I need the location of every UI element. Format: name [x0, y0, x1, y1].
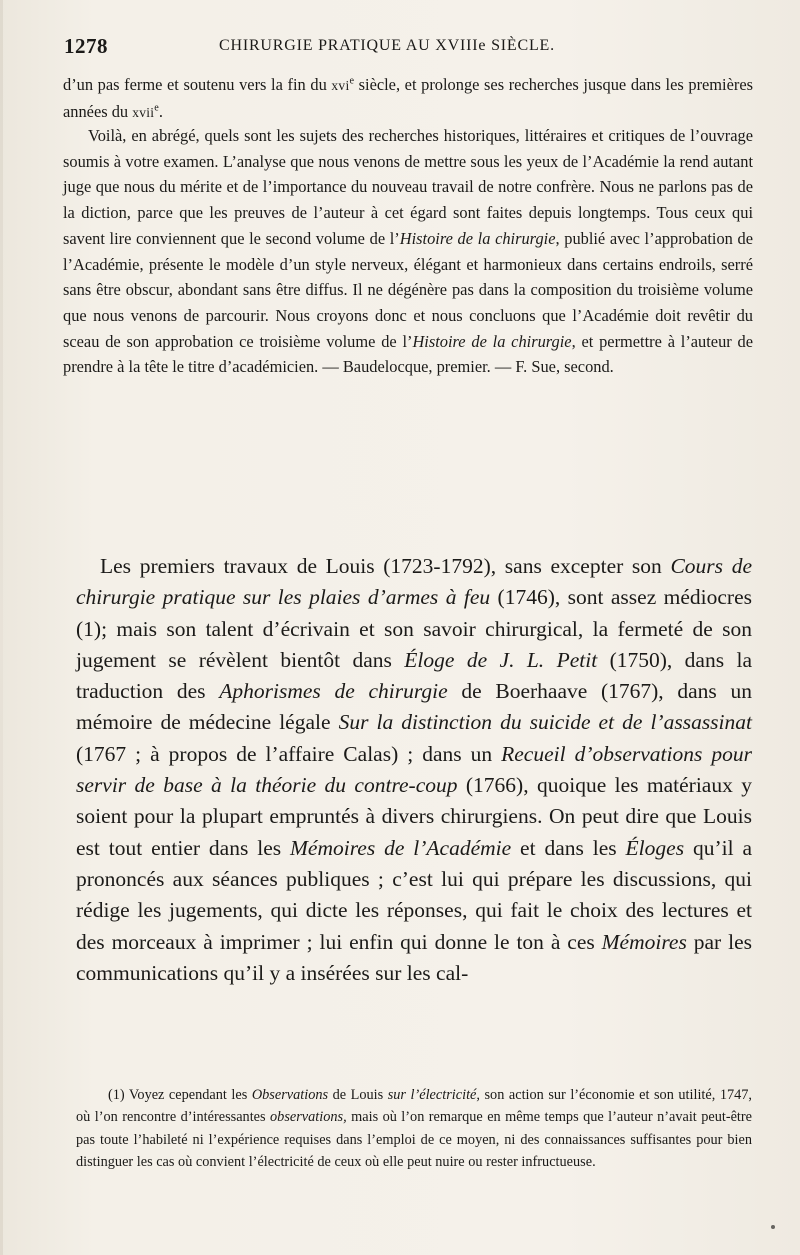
book-title: Histoire de la chirurgie [399, 228, 556, 248]
paragraph-text: Voilà, en abrégé, quels sont les sujets des recherches historiques, littéraires et critiques de l’ouvrage soumis à votre examen. L’analyse que nous venons de mettre sous les yeux de l’Académie la rend autant juge que nous du mérite et de l’importance du nouveau travail de notre confrère. Nous ne parlons pas de la diction, parce que les preuves de l’auteur à cet égard sont faites depuis longtemps. Tous ceux qui savent lire conviennent que le second volume de l’ [63, 126, 753, 248]
italic-title: Sur la distinction du suicide et de l’assassinat [338, 710, 752, 735]
paragraph-text: . [158, 101, 163, 121]
paragraph-text: , et permettre à l’auteur de prendre à la tête le titre d’académicien. — Baudelocque, premier. — F. Sue, second. [63, 331, 753, 377]
paragraph-text: d’un pas ferme et soutenu vers la fin du [63, 75, 332, 94]
report-paragraph [63, 123, 753, 380]
page-gutter-shadow [0, 0, 3, 1255]
italic-title: Aphorismes de chirurgie [219, 679, 448, 704]
main-paragraph [76, 551, 752, 989]
footnote-text: son action sur l’économie et son utilité, 1747, où l’on rencontre d’intéressantes [76, 1087, 752, 1126]
italic-title: Mémoires de l’Académie [290, 835, 512, 860]
paragraph-text: qu’il a prononcés aux séances publiques ; c’est lui qui prépare les discussions, qui rédige les jugements, qui dicte les réponses, qui fait le choix des lectures et des morceaux à imprimer ; lui enfin qui donne le ton à ces [76, 835, 753, 954]
paragraph-text: (1766), quoique les matériaux y soient pour la plupart empruntés à divers chirurgiens. On peut dire que Louis est tout entier dans les [76, 773, 752, 860]
footnote-text: (1) Voyez cependant les [108, 1087, 252, 1103]
italic-title: Recueil d’observations pour servir de base à la théorie du contre-coup [76, 741, 752, 798]
paragraph-text: (1750), dans la traduction des [76, 647, 752, 704]
footnote-italic: observations, [270, 1109, 347, 1126]
page-number: 1278 [64, 34, 108, 58]
paragraph-text: et dans les [511, 835, 626, 860]
footnote-text: de Louis [328, 1087, 388, 1103]
superscript: e [349, 75, 354, 87]
superscript: e [154, 102, 159, 114]
ink-speck [771, 1225, 775, 1229]
book-title: Histoire de la chirurgie [412, 331, 572, 351]
italic-title: Éloge de J. L. Petit [404, 647, 598, 672]
paragraph-text: Les premiers travaux de Louis (1723-1792), sans excepter son [100, 554, 671, 578]
italic-title: Cours de chirurgie pratique sur les plaies d’armes à feu [76, 554, 752, 610]
italic-title: Éloges [625, 835, 685, 860]
footnote-italic: Observations [251, 1087, 329, 1103]
paragraph-text: par les communications qu’il y a insérées sur les cal- [76, 929, 752, 985]
paragraph-text: (1746), sont assez médiocres (1); mais son talent d’écrivain et son savoir chirurgical, la fermeté de son jugement se révèlent bientôt dans [76, 585, 752, 672]
paragraph-text: , publié avec l’approbation de l’Académie, présente le modèle d’un style nerveux, élégant et harmonieux dans certains endroils, serré sans être obscur, abondant sans être diffus. Il ne dégénère pas dans la composition du troisième volume que nous venons de parcourir. Nous croyons donc et nous concluons que l’Académie doit revêtir du sceau de son approbation ce troisième volume de l’ [63, 228, 753, 351]
roman-numeral: xvi [331, 78, 350, 93]
roman-numeral: xvii [132, 104, 155, 120]
italic-title: Mémoires [601, 929, 687, 954]
paragraph-text: (1767 ; à propos de l’affaire Calas) ; dans un [76, 741, 502, 766]
paragraph-text: de Boerhaave (1767), dans un mémoire de médecine légale [76, 679, 752, 735]
paragraph-text: siècle, et prolonge ses recherches jusque dans les premières années du [63, 75, 753, 121]
continued-paragraph [63, 72, 753, 125]
running-head [64, 34, 754, 60]
footnote [76, 1084, 752, 1174]
running-title: CHIRURGIE PRATIQUE AU XVIIIe SIÈCLE. [219, 37, 555, 54]
footnote-italic: sur l’électricité, [387, 1087, 480, 1103]
footnote-text: mais où l’on remarque en même temps que l’auteur n’avait peut-être pas toute l’habileté ni l’expérience requises dans l’emploi de ce moyen, ni des connaissances suffisantes pour bien distinguer les cas où convient l’électricité de ceux où elle peut nuire ou rester infructueuse. [76, 1109, 752, 1171]
